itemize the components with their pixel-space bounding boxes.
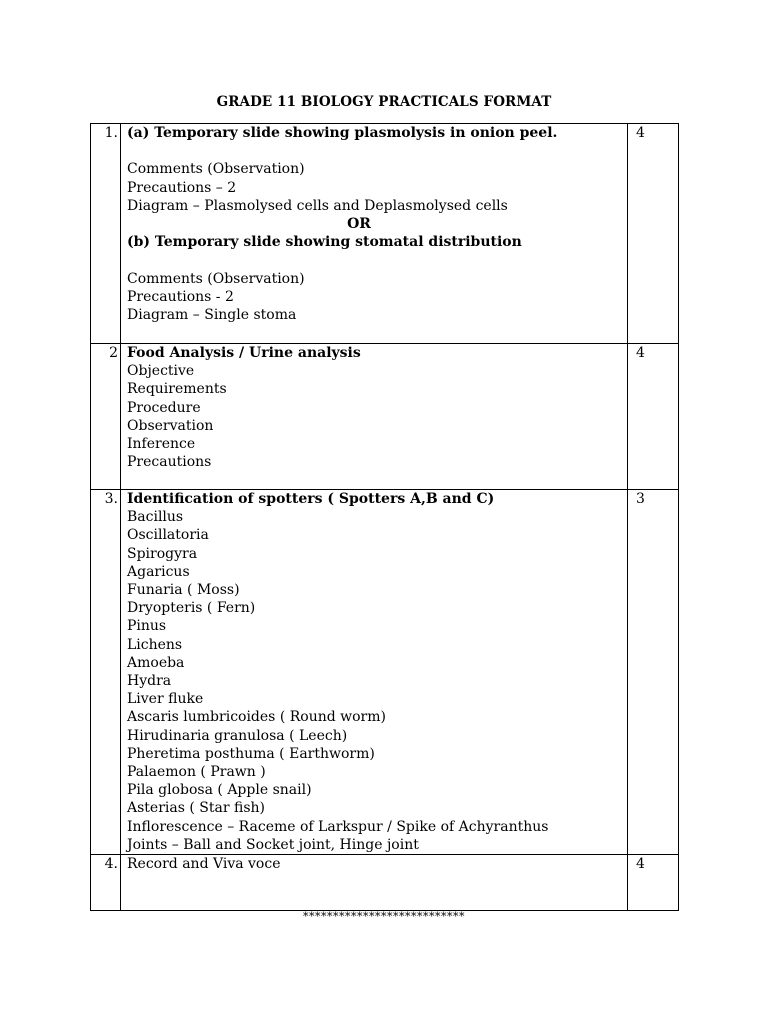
table-row <box>91 124 679 344</box>
row-content <box>121 344 628 490</box>
list-item: Ascaris lumbricoides ( Round worm) <box>127 709 386 726</box>
list-item: Bacillus <box>127 509 184 526</box>
list-item: Pheretima posthuma ( Earthworm) <box>127 745 375 762</box>
list-item: Palaemon ( Prawn ) <box>127 764 266 781</box>
list-item: Lichens <box>127 636 183 653</box>
list-item: Inference <box>127 436 196 453</box>
row-marks: 4 <box>628 344 679 490</box>
list-item: Requirements <box>127 381 227 398</box>
row-content <box>121 124 628 344</box>
row-heading: Identification of spotters ( Spotters A,B and C) <box>127 491 495 507</box>
or-separator: OR <box>347 216 371 232</box>
list-item: Diagram – Plasmolysed cells and Deplasmolysed cells <box>127 197 508 214</box>
list-item: Comments (Observation) <box>127 270 305 287</box>
list-item: Comments (Observation) <box>127 161 305 178</box>
list-item: Hydra <box>127 673 172 690</box>
part-a-heading: (a) Temporary slide showing plasmolysis in onion peel. <box>127 125 558 141</box>
row-number: 3. <box>91 490 121 855</box>
list-item: Joints – Ball and Socket joint, Hinge joint <box>127 836 419 853</box>
list-item: Funaria ( Moss) <box>127 582 240 599</box>
row-text: Record and Viva voce <box>127 856 281 873</box>
list-item: Precautions <box>127 454 212 471</box>
row-marks: 4 <box>628 855 679 911</box>
table-row <box>91 490 679 855</box>
list-item: Amoeba <box>127 654 185 671</box>
list-item: Liver fluke <box>127 691 204 708</box>
list-item: Dryopteris ( Fern) <box>127 600 256 617</box>
table-row <box>91 344 679 490</box>
row-number: 2 <box>91 344 121 490</box>
list-item: Precautions – 2 <box>127 179 237 196</box>
list-item: Spirogyra <box>127 545 198 562</box>
row-marks: 3 <box>628 490 679 855</box>
list-item: Diagram – Single stoma <box>127 307 297 323</box>
row-marks: 4 <box>628 124 679 344</box>
row-number: 1. <box>91 124 121 344</box>
footer-asterisks: *************************** <box>303 910 465 923</box>
list-item: Pinus <box>127 618 167 635</box>
list-item: Pila globosa ( Apple snail) <box>127 782 312 799</box>
list-item: Objective <box>127 363 195 380</box>
table-row <box>91 855 679 911</box>
part-b-heading: (b) Temporary slide showing stomatal distribution <box>127 234 522 251</box>
document-title: GRADE 11 BIOLOGY PRACTICALS FORMAT <box>216 94 552 110</box>
list-item: Agaricus <box>127 563 190 580</box>
practicals-table <box>90 123 679 911</box>
row-heading: Food Analysis / Urine analysis <box>127 345 361 361</box>
list-item: Precautions - 2 <box>127 288 234 305</box>
list-item: Asterias ( Star fish) <box>127 800 265 817</box>
row-content <box>121 855 628 911</box>
row-content <box>121 490 628 855</box>
list-item: Procedure <box>127 399 201 416</box>
list-item: Hirudinaria granulosa ( Leech) <box>127 727 348 744</box>
list-item: Observation <box>127 417 214 434</box>
row-number: 4. <box>91 855 121 911</box>
list-item: Inflorescence – Raceme of Larkspur / Spike of Achyranthus <box>127 818 549 835</box>
list-item: Oscillatoria <box>127 527 209 544</box>
